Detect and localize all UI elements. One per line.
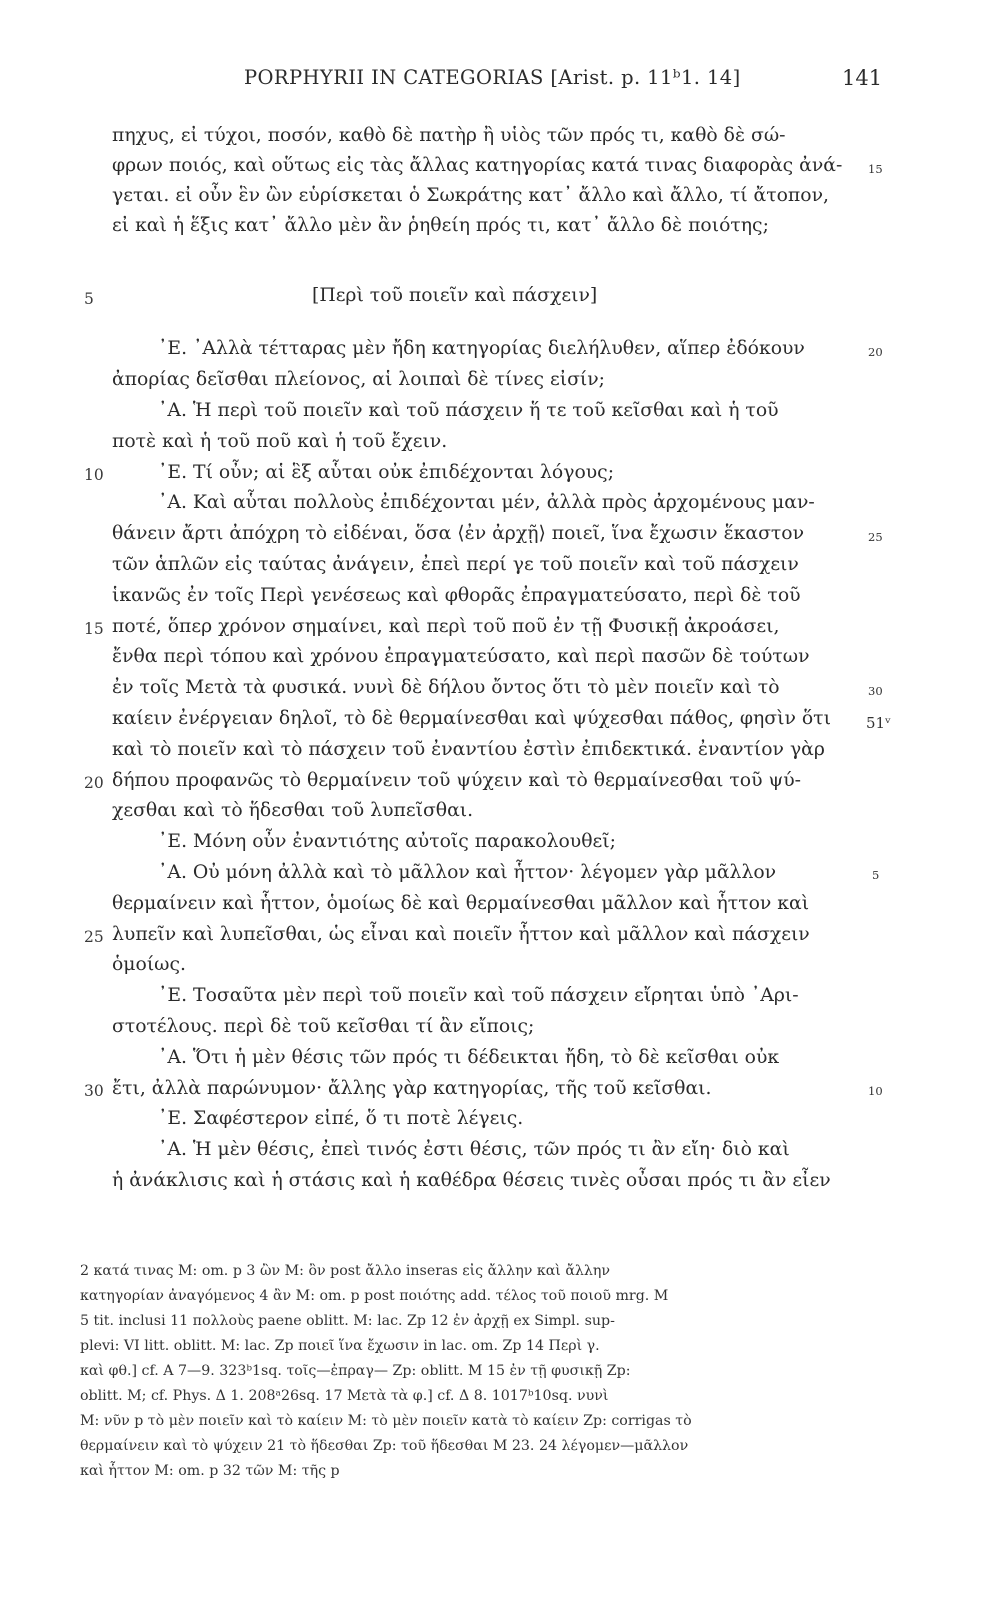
text-line: γεται. εἰ οὖν ἓν ὢν εὑρίσκεται ὁ Σωκράτης κατ᾽ ἄλλο καὶ ἄλλο, τί ἄτοπον, xyxy=(112,185,829,206)
text-line: ᾽Ε. Μόνη οὖν ἐναντιότης αὐτοῖς παρακολουθεῖ; xyxy=(158,831,616,852)
section-heading: [Περὶ τοῦ ποιεῖν καὶ πάσχειν] xyxy=(312,285,598,306)
text-line: ἔνθα περὶ τόπου καὶ χρόνου ἐπραγματεύσατο, καὶ περὶ πασῶν δὲ τούτων xyxy=(112,646,810,667)
page-number: 141 xyxy=(842,66,883,90)
apparatus-line: oblitt. M; cf. Phys. Δ 1. 208ᵃ26sq. 17 Μετὰ τὰ φ.] cf. Δ 8. 1017ᵇ10sq. νυνὶ xyxy=(80,1388,609,1404)
text-line: εἰ καὶ ἡ ἕξις κατ᾽ ἄλλο μὲν ἂν ῥηθείη πρός τι, κατ᾽ ἄλλο δὲ ποιότης; xyxy=(112,215,769,236)
text-line: ᾽Ε. Τί οὖν; αἱ ἓξ αὗται οὐκ ἐπιδέχονται λόγους; xyxy=(158,462,615,483)
text-line: ᾽Α. Καὶ αὗται πολλοὺς ἐπιδέχονται μέν, ἀλλὰ πρὸς ἀρχομένους μαν- xyxy=(158,492,815,513)
apparatus-line: καὶ ἧττον M: om. p 32 τῶν M: τῆς p xyxy=(80,1463,340,1479)
apparatus-line: plevi: VI litt. oblitt. M: lac. Zp ποιεῖ ἵνα ἔχωσιν in lac. om. Zp 14 Περὶ γ. xyxy=(80,1338,600,1354)
line-number: 10 xyxy=(84,466,104,484)
text-line: ᾽Ε. Σαφέστερον εἰπέ, ὅ τι ποτὲ λέγεις. xyxy=(158,1108,524,1129)
text-line: στοτέλους. περὶ δὲ τοῦ κεῖσθαι τί ἂν εἴποις; xyxy=(112,1016,535,1037)
text-line: ποτέ, ὅπερ χρόνον σημαίνει, καὶ περὶ τοῦ ποῦ ἐν τῇ Φυσικῇ ἀκροάσει, xyxy=(112,616,780,637)
text-line: λυπεῖν καὶ λυπεῖσθαι, ὡς εἶναι καὶ ποιεῖν ἧττον καὶ μᾶλλον καὶ πάσχειν xyxy=(112,924,810,945)
text-line: ἱκανῶς ἐν τοῖς Περὶ γενέσεως καὶ φθορᾶς ἐπραγματεύσατο, περὶ δὲ τοῦ xyxy=(112,585,801,606)
line-number: 20 xyxy=(84,774,104,792)
text-line: καίειν ἐνέργειαν δηλοῖ, τὸ δὲ θερμαίνεσθαι καὶ ψύχεσθαι πάθος, φησὶν ὅτι xyxy=(112,708,831,729)
margin-number: 30 xyxy=(868,684,883,698)
text-line: θάνειν ἄρτι ἀπόχρη τὸ εἰδέναι, ὅσα ⟨ἐν ἀρχῇ⟩ ποιεῖ, ἵνα ἔχωσιν ἕκαστον xyxy=(112,523,805,544)
apparatus-line: θερμαίνειν καὶ τὸ ψύχειν 21 τὸ ἥδεσθαι Zp: τοῦ ἥδεσθαι M 23. 24 λέγομεν—μᾶλλον xyxy=(80,1438,689,1454)
text-line: ᾽Α. Ἡ μὲν θέσις, ἐπεὶ τινός ἐστι θέσις, τῶν πρός τι ἂν εἴη· διὸ καὶ xyxy=(158,1139,790,1160)
text-line: δήπου προφανῶς τὸ θερμαίνειν τοῦ ψύχειν καὶ τὸ θερμαίνεσθαι τοῦ ψύ- xyxy=(112,770,801,791)
text-line: θερμαίνειν καὶ ἧττον, ὁμοίως δὲ καὶ θερμαίνεσθαι μᾶλλον καὶ ἧττον καὶ xyxy=(112,893,810,914)
line-number: 5 xyxy=(84,290,94,308)
text-line: ἀπορίας δεῖσθαι πλείονος, αἱ λοιπαὶ δὲ τίνες εἰσίν; xyxy=(112,369,606,390)
text-line: καὶ τὸ ποιεῖν καὶ τὸ πάσχειν τοῦ ἐναντίου ἐστὶν ἐπιδεκτικά. ἐναντίον γὰρ xyxy=(112,739,825,760)
apparatus-line: 5 tit. inclusi 11 πολλοὺς paene oblitt. M: lac. Zp 12 ἐν ἀρχῇ ex Simpl. sup- xyxy=(80,1313,615,1329)
text-line: ᾽Α. Οὐ μόνη ἀλλὰ καὶ τὸ μᾶλλον καὶ ἧττον· λέγομεν γὰρ μᾶλλον xyxy=(158,862,777,883)
text-line: πηχυς, εἰ τύχοι, ποσόν, καθὸ δὲ πατὴρ ἢ υἱὸς τῶν πρός τι, καθὸ δὲ σώ- xyxy=(112,125,786,146)
running-head: PORPHYRII IN CATEGORIAS [Arist. p. 11ᵇ1. 14] xyxy=(244,66,741,89)
apparatus-line: M: νῦν p τὸ μὲν ποιεῖν καὶ τὸ καίειν M: τὸ μὲν ποιεῖν κατὰ τὸ καίειν Zp: corrigas τὸ xyxy=(80,1413,692,1429)
line-number: 30 xyxy=(84,1082,104,1100)
margin-number: 51ᵛ xyxy=(866,714,891,732)
margin-number: 15 xyxy=(868,162,883,176)
text-line: ποτὲ καὶ ἡ τοῦ ποῦ καὶ ἡ τοῦ ἔχειν. xyxy=(112,431,448,452)
text-line: ᾽Α. Ἡ περὶ τοῦ ποιεῖν καὶ τοῦ πάσχειν ἥ τε τοῦ κεῖσθαι καὶ ἡ τοῦ xyxy=(158,400,779,421)
text-line: ἔτι, ἀλλὰ παρώνυμον· ἄλλης γὰρ κατηγορίας, τῆς τοῦ κεῖσθαι. xyxy=(112,1078,712,1099)
text-line: φρων ποιός, καὶ οὕτως εἰς τὰς ἄλλας κατηγορίας κατά τινας διαφορὰς ἀνά- xyxy=(112,155,843,176)
text-line: χεσθαι καὶ τὸ ἥδεσθαι τοῦ λυπεῖσθαι. xyxy=(112,800,474,821)
text-line: ᾽Ε. ᾽Αλλὰ τέτταρας μὲν ἤδη κατηγορίας διελήλυθεν, αἵπερ ἐδόκουν xyxy=(158,338,805,359)
line-number: 15 xyxy=(84,620,104,638)
text-line: τῶν ἁπλῶν εἰς ταύτας ἀνάγειν, ἐπεὶ περί γε τοῦ ποιεῖν καὶ τοῦ πάσχειν xyxy=(112,554,799,575)
margin-number: 5 xyxy=(872,868,880,882)
text-line: ᾽Ε. Τοσαῦτα μὲν περὶ τοῦ ποιεῖν καὶ τοῦ πάσχειν εἴρηται ὑπὸ ᾽Αρι- xyxy=(158,985,799,1006)
text-line: ᾽Α. Ὅτι ἡ μὲν θέσις τῶν πρός τι δέδεικται ἤδη, τὸ δὲ κεῖσθαι οὐκ xyxy=(158,1047,780,1068)
apparatus-line: κατηγορίαν ἀναγόμενος 4 ἂν M: om. p post ποιότης add. τέλος τοῦ ποιοῦ mrg. M xyxy=(80,1288,669,1304)
apparatus-line: καὶ φθ.] cf. A 7—9. 323ᵇ1sq. τοῖς—ἐπραγ— Zp: oblitt. M 15 ἐν τῇ φυσικῇ Zp: xyxy=(80,1363,631,1379)
text-line: ἐν τοῖς Μετὰ τὰ φυσικά. νυνὶ δὲ δήλου ὄντος ὅτι τὸ μὲν ποιεῖν καὶ τὸ xyxy=(112,677,780,698)
text-line: ἡ ἀνάκλισις καὶ ἡ στάσις καὶ ἡ καθέδρα θέσεις τινὲς οὖσαι πρός τι ἂν εἶεν xyxy=(112,1170,831,1191)
text-line: ὁμοίως. xyxy=(112,954,186,975)
margin-number: 10 xyxy=(868,1084,883,1098)
apparatus-line: 2 κατά τινας M: om. p 3 ὢν M: ὂν post ἄλλο inseras εἰς ἄλλην καὶ ἄλλην xyxy=(80,1263,611,1279)
line-number: 25 xyxy=(84,928,104,946)
margin-number: 25 xyxy=(868,530,883,544)
margin-number: 20 xyxy=(868,345,883,359)
